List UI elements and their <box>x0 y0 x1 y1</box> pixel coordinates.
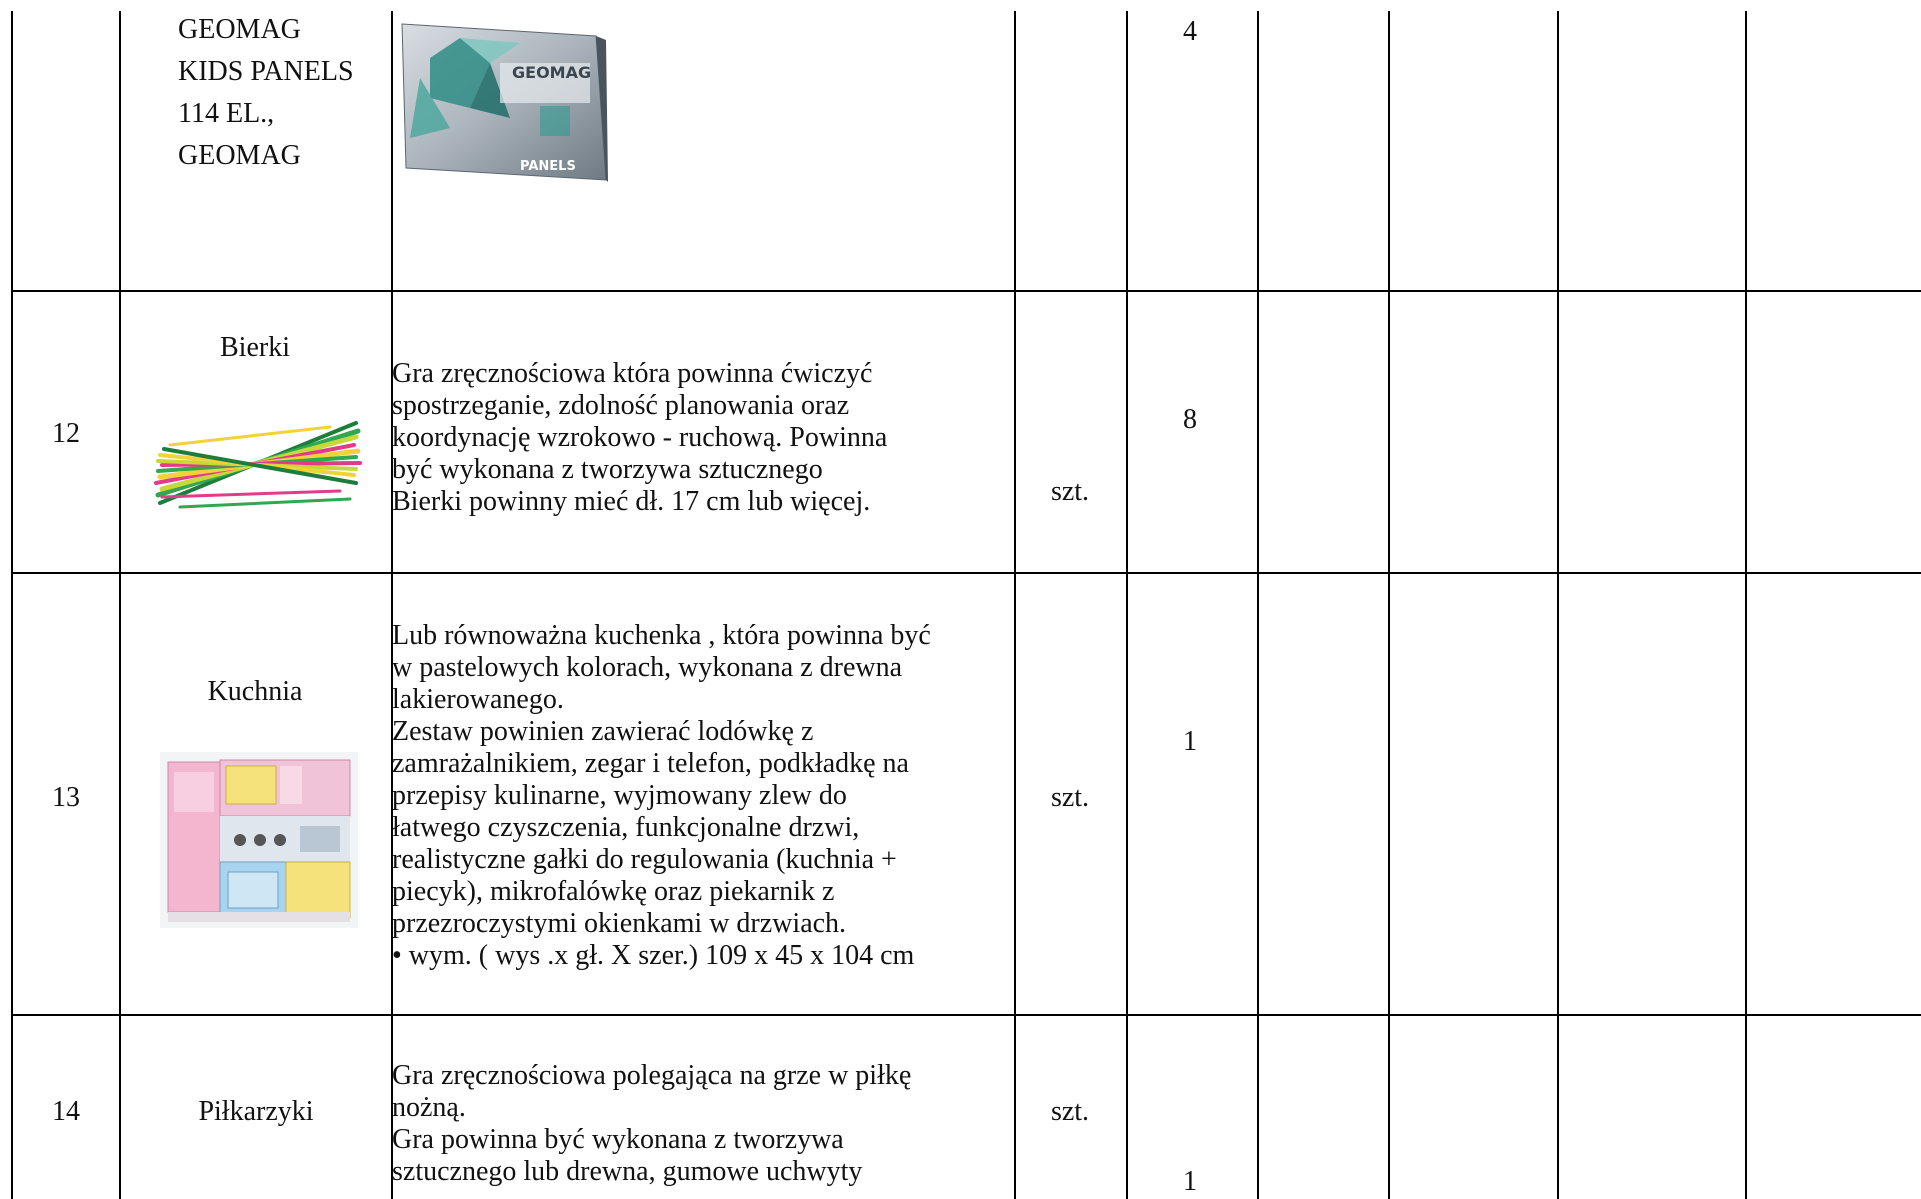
quantity-cell: 8 <box>1183 404 1197 435</box>
description-line: zamrażalnikiem, zegar i telefon, podkładkę na <box>392 748 909 779</box>
toy-kitchen-image <box>160 752 358 928</box>
geomag-box-image <box>400 18 610 188</box>
product-name-line: KIDS PANELS <box>178 56 354 87</box>
product-name: Piłkarzyki <box>198 1096 314 1127</box>
quantity-cell: 4 <box>1183 16 1197 47</box>
quantity-cell: 1 <box>1183 1166 1197 1197</box>
description-line: Zestaw powinien zawierać lodówkę z <box>392 716 814 747</box>
description-line: koordynację wzrokowo - ruchową. Powinna <box>392 422 888 453</box>
col-divider <box>1388 11 1390 1199</box>
description-line: spostrzeganie, zdolność planowania oraz <box>392 390 850 421</box>
description-line: sztucznego lub drewna, gumowe uchwyty <box>392 1156 863 1187</box>
description-line: lakierowanego. <box>392 684 564 715</box>
description-line: Gra zręcznościowa która powinna ćwiczyć <box>392 358 873 389</box>
box-sublabel-text: PANELS <box>520 159 576 174</box>
row-divider <box>11 290 1921 292</box>
row-number: 12 <box>52 418 80 449</box>
col-divider <box>1745 11 1747 1199</box>
col-divider <box>119 11 121 1199</box>
description-line: Bierki powinny mieć dł. 17 cm lub więcej. <box>392 486 871 517</box>
description-line: Lub równoważna kuchenka , która powinna być <box>392 620 931 651</box>
col-divider <box>11 11 13 1199</box>
unit-cell: szt. <box>1050 476 1090 507</box>
unit-cell: szt. <box>1050 782 1090 813</box>
product-description <box>392 1060 911 1188</box>
product-name-line: 114 EL., <box>178 98 275 129</box>
col-divider <box>1257 11 1259 1199</box>
col-divider <box>1014 11 1016 1199</box>
product-description <box>392 620 1014 972</box>
product-name: Kuchnia <box>207 676 303 707</box>
description-line: Gra zręcznościowa polegająca na grze w piłkę <box>392 1060 912 1091</box>
col-divider <box>1557 11 1559 1199</box>
description-line-justified <box>392 652 1014 684</box>
description-line: przezroczystymi okienkami w drzwiach. <box>392 908 847 939</box>
row-divider <box>11 1014 1921 1016</box>
product-description <box>392 358 887 518</box>
row-number: 14 <box>52 1096 80 1127</box>
description-line-justified <box>392 620 1014 652</box>
quantity-cell: 1 <box>1183 726 1197 757</box>
description-line: przepisy kulinarne, wyjmowany zlew do <box>392 780 847 811</box>
row-divider <box>11 572 1921 574</box>
pick-up-sticks-image <box>150 405 370 515</box>
product-name <box>178 14 354 172</box>
unit-cell: szt. <box>1050 1096 1090 1127</box>
description-line: Gra powinna być wykonana z tworzywa <box>392 1124 844 1155</box>
description-line: piecyk), mikrofalówkę oraz piekarnik z <box>392 876 835 907</box>
col-divider <box>391 11 393 1199</box>
product-name-line: GEOMAG <box>178 14 301 45</box>
row-number: 13 <box>52 782 80 813</box>
product-name: Bierki <box>220 332 290 363</box>
product-name-line: GEOMAG <box>178 140 301 171</box>
description-line: być wykonana z tworzywa sztucznego <box>392 454 823 485</box>
description-line: w pastelowych kolorach, wykonana z drewna <box>392 652 903 683</box>
description-line: nożną. <box>392 1092 466 1123</box>
description-line: realistyczne gałki do regulowania (kuchnia + <box>392 844 897 875</box>
description-line: łatwego czyszczenia, funkcjonalne drzwi, <box>392 812 860 843</box>
col-divider <box>1126 11 1128 1199</box>
description-line: • wym. ( wys .x gł. X szer.) 109 x 45 x 104 cm <box>392 940 915 971</box>
box-brand-text: GEOMAG <box>512 63 592 82</box>
